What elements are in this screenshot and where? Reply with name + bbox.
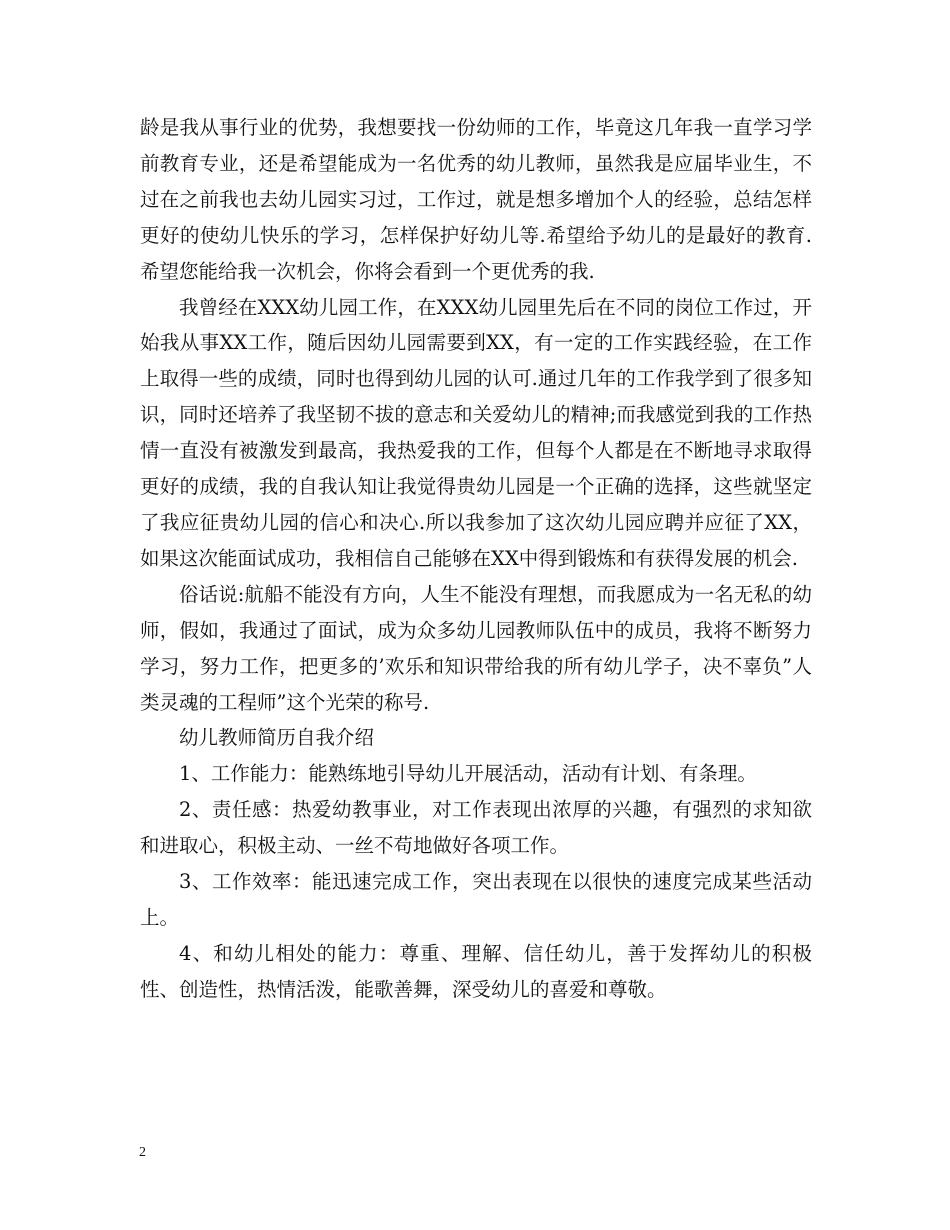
list-item-child-relations: 4、和幼儿相处的能力：尊重、理解、信任幼儿，善于发挥幼儿的积极性、创造性，热情活泼，能歌善舞，深受幼儿的喜爱和尊敬。 bbox=[140, 941, 812, 1001]
section-heading: 幼儿教师简历自我介绍 bbox=[179, 726, 375, 750]
list-item-responsibility: 2、责任感：热爱幼教事业，对工作表现出浓厚的兴趣，有强烈的求知欲和进取心，积极主动、一丝不苟地做好各项工作。 bbox=[140, 798, 812, 858]
document-body bbox=[140, 110, 812, 1008]
page-number: 2 bbox=[139, 1145, 146, 1160]
paragraph-2: 我曾经在XXX幼儿园工作，在XXX幼儿园里先后在不同的岗位工作过，开始我从事XX工作，随后因幼儿园需要到XX，有一定的工作实践经验，在工作上取得一些的成绩，同时也得到幼儿园的认可.通过几年的工作我学到了很多知识，同时还培养了我坚韧不拔的意志和关爱幼儿的精神;而我感觉到我的工作热情一直没有被激发到最高，我热爱我的工作，但每个人都是在不断地寻求取得更好的成绩，我的自我认知让我觉得贵幼儿园是一个正确的选择，这些就坚定了我应征贵幼儿园的信心和决心.所以我参加了这次幼儿园应聘并应征了XX，如果这次能面试成功，我相信自己能够在XX中得到锻炼和有获得发展的机会. bbox=[140, 295, 812, 570]
list-item-work-ability: 1、工作能力：能熟练地引导幼儿开展活动，活动有计划、有条理。 bbox=[179, 762, 757, 786]
paragraph-3: 俗话说:航船不能没有方向，人生不能没有理想，而我愿成为一名无私的幼师，假如，我通过了面试，成为众多幼儿园教师队伍中的成员，我将不断努力学习，努力工作，把更多的’欢乐和知识带给我的所有幼儿学子，决不辜负”人类灵魂的工程师”这个光荣的称号. bbox=[140, 582, 812, 714]
paragraph-1: 龄是我从事行业的优势，我想要找一份幼师的工作，毕竟这几年我一直学习学前教育专业，还是希望能成为一名优秀的幼儿教师，虽然我是应届毕业生，不过在之前我也去幼儿园实习过，工作过，就是想多增加个人的经验，总结怎样更好的使幼儿快乐的学习，怎样保护好幼儿等.希望给予幼儿的是最好的教育.希望您能给我一次机会，你将会看到一个更优秀的我. bbox=[140, 116, 812, 283]
list-item-efficiency: 3、工作效率：能迅速完成工作，突出表现在以很快的速度完成某些活动上。 bbox=[140, 870, 812, 929]
